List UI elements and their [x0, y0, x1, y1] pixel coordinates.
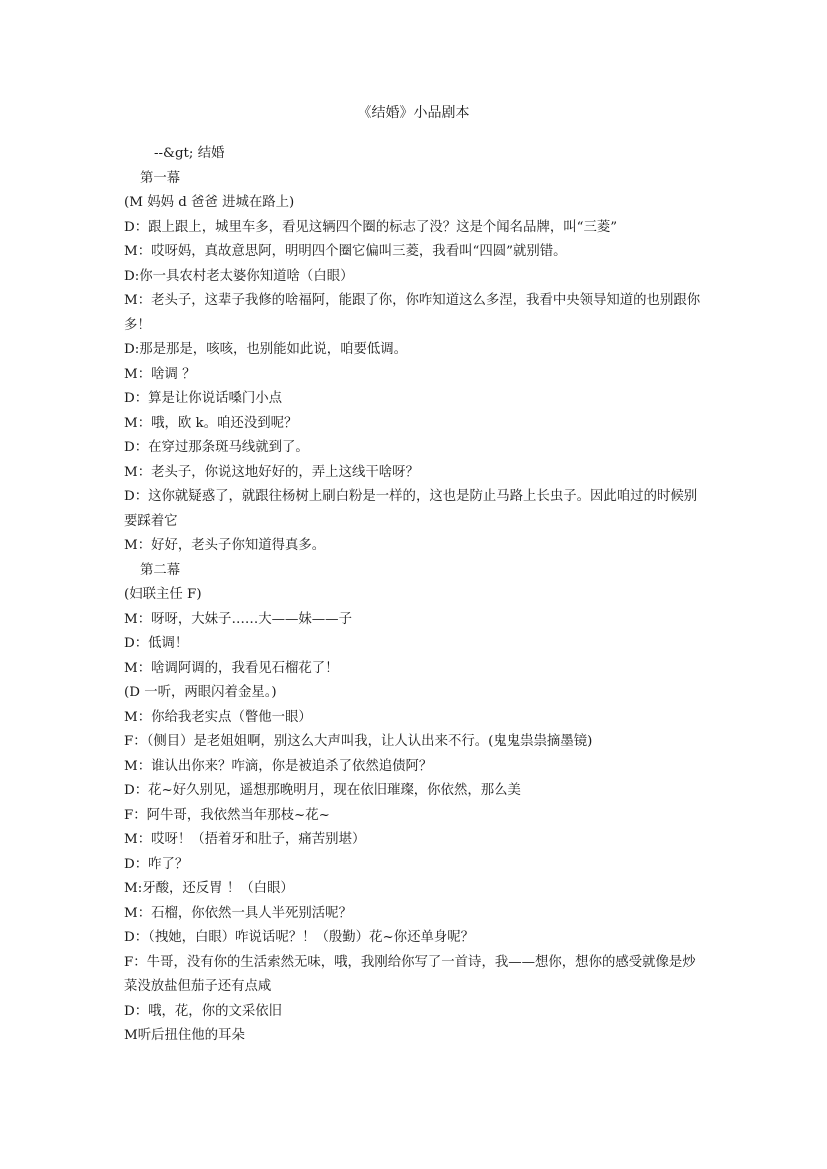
script-line: D：低调！ — [124, 636, 189, 651]
script-line: M听后扭住他的耳朵 — [124, 1028, 245, 1043]
act-heading: 第二幕 — [140, 562, 181, 578]
script-line: --&gt; 结婚 — [154, 146, 225, 161]
script-line: D：花~好久别见，遥想那晚明月，现在依旧璀璨，你依然，那么美 — [124, 783, 521, 798]
script-line: D：（拽她，白眼）咋说话呢？！（殷勤）花~你还单身呢？ — [124, 930, 475, 945]
script-line: D：跟上跟上，城里车多，看见这辆四个圈的标志了没？这是个闻名品牌，叫“三菱” — [124, 219, 618, 235]
script-line: M：好好，老头子你知道得真多。 — [124, 538, 326, 553]
script-line: M：老头子，你说这地好好的，弄上这线干啥呀？ — [124, 464, 419, 480]
script-line: D:那是那是，咳咳，也别能如此说，咱要低调。 — [124, 342, 408, 357]
script-line: F：阿牛哥，我依然当年那枝~花~ — [124, 807, 330, 823]
script-line: M:牙酸，还反胃 ！（白眼） — [124, 881, 294, 896]
script-body — [124, 142, 706, 1049]
act-heading: 第一幕 — [140, 170, 181, 186]
script-line: M：呀呀，大妹子……大——妹——子 — [124, 611, 352, 627]
script-line: D：这你就疑惑了，就跟往杨树上刷白粉是一样的，这也是防止马路上长虫子。因此咱过的时候别要踩着它 — [124, 489, 698, 529]
script-line: D：咋了？ — [124, 856, 189, 872]
script-line: D：在穿过那条斑马线就到了。 — [124, 440, 309, 455]
script-line: M：谁认出你来？咋滴，你是被追杀了依然追债阿？ — [124, 758, 433, 774]
document-title: 《结婚》小品剧本 — [357, 105, 470, 121]
script-line: (妇联主任 F) — [124, 587, 202, 602]
script-line: M：老头子，这辈子我修的啥福阿，能跟了你，你咋知道这么多涅，我看中央领导知道的也别跟你多！ — [124, 293, 701, 333]
script-line: M：哎呀妈，真故意思阿，明明四个圈它偏叫三菱，我看叫“四圆”就别错。 — [124, 244, 567, 259]
script-line: M：啥调阿调的，我看见石榴花了！ — [124, 660, 339, 676]
script-line: (M 妈妈 d 爸爸 进城在路上) — [124, 195, 295, 210]
script-line: M：石榴，你依然一具人半死别活呢？ — [124, 905, 352, 921]
script-line: D：哦，花，你的文采依旧 — [124, 1003, 283, 1019]
script-line: M：哦，欧 k。咱还没到呢？ — [124, 415, 298, 431]
script-line: F：牛哥，没有你的生活索然无味，哦，我刚给你写了一首诗，我——想你，想你的感受就像是炒菜没放盐但茄子还有点咸 — [124, 954, 696, 994]
script-line: D：算是让你说话嗓门小点 — [124, 391, 283, 406]
script-line: M：你给我老实点（瞥他一眼） — [124, 709, 312, 725]
script-line: M：哎呀！（捂着牙和肚子，痛苦别堪） — [124, 832, 366, 847]
script-line: D:你一具农村老太婆你知道啥（白眼） — [124, 268, 354, 284]
script-line: (D 一听，两眼闪着金星。) — [124, 685, 277, 700]
script-line: F：（侧目）是老姐姐啊，别这么大声叫我，让人认出来不行。(鬼鬼祟祟摘墨镜) — [124, 734, 593, 749]
script-line: M：啥调 ？ — [124, 366, 196, 382]
